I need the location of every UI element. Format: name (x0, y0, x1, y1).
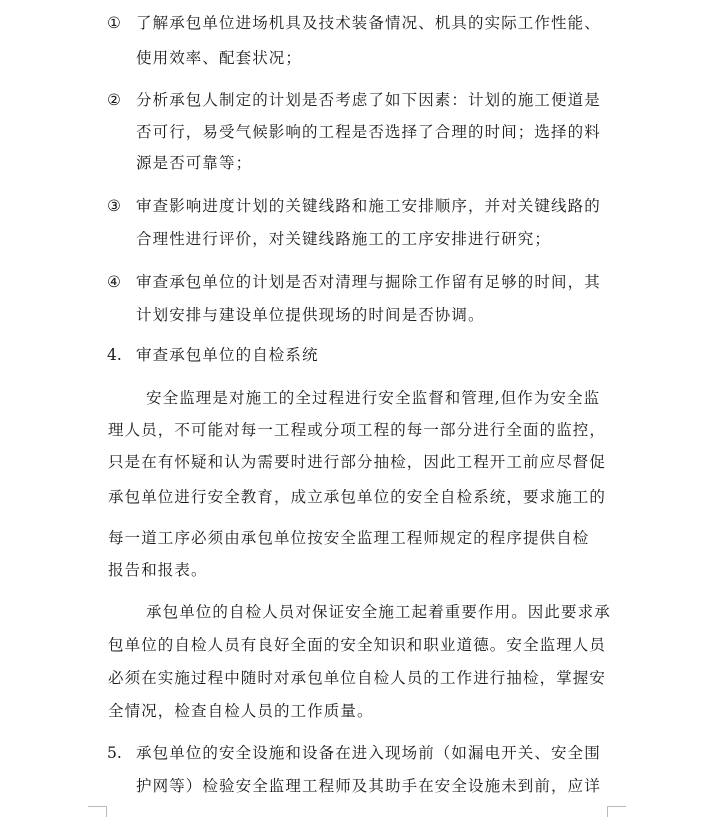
paragraph-line: 安全监理是对施工的全过程进行安全监督和管理,但作为安全监 (146, 389, 601, 407)
paragraph-line: 必须在实施过程中随时对承包单位自检人员的工作进行抽检，掌握安 (108, 669, 607, 687)
item-line: 分析承包人制定的计划是否考虑了如下因素：计划的施工便道是 (136, 91, 601, 109)
item-marker: ④ (107, 273, 121, 291)
item-line: 使用效率、配套状况； (136, 49, 303, 67)
paragraph-line: 承包单位的自检人员对保证安全施工起着重要作用。因此要求承 (146, 603, 611, 621)
item-marker: ② (107, 91, 121, 109)
paragraph-line: 只是在有怀疑和认为需要时进行部分抽检，因此工程开工前应尽督促 (108, 453, 607, 471)
paragraph-line: 报告和报表。 (108, 561, 208, 579)
item-line: 否可行，易受气候影响的工程是否选择了合理的时间；选择的料 (136, 123, 601, 141)
item-line: 合理性进行评价，对关键线路施工的工序安排进行研究； (136, 230, 552, 248)
page-corner-mark-left (88, 806, 107, 817)
page-corner-mark-right (607, 806, 626, 817)
item-line: 计划安排与建设单位提供现场的时间是否协调。 (136, 306, 485, 324)
item-line: 审查承包单位的计划是否对清理与掘除工作留有足够的时间，其 (136, 273, 601, 291)
paragraph-line: 理人员，不可能对每一工程或分项工程的每一部分进行全面的监控， (108, 421, 607, 439)
item-line: 源是否可靠等； (136, 154, 253, 172)
section-number: 4. (107, 346, 122, 364)
paragraph-line: 包单位的自检人员有良好全面的安全知识和职业道德。安全监理人员 (108, 636, 607, 654)
section-line: 承包单位的安全设施和设备在进入现场前（如漏电开关、安全围 (136, 744, 601, 762)
section-line: 护网等）检验安全监理工程师及其助手在安全设施未到前，应详 (136, 777, 601, 795)
section-title: 审查承包单位的自检系统 (136, 346, 319, 364)
item-marker: ① (107, 14, 121, 32)
item-marker: ③ (107, 197, 121, 215)
item-line: 了解承包单位进场机具及技术装备情况、机具的实际工作性能、 (136, 14, 601, 32)
paragraph-line: 全情况，检查自检人员的工作质量。 (108, 702, 374, 720)
paragraph-line: 承包单位进行安全教育，成立承包单位的安全自检系统，要求施工的 (108, 488, 607, 506)
item-line: 审查影响进度计划的关键线路和施工安排顺序，并对关键线路的 (136, 197, 601, 215)
section-number: 5. (107, 744, 122, 762)
paragraph-line: 每一道工序必须由承包单位按安全监理工程师规定的程序提供自检 (108, 529, 590, 547)
